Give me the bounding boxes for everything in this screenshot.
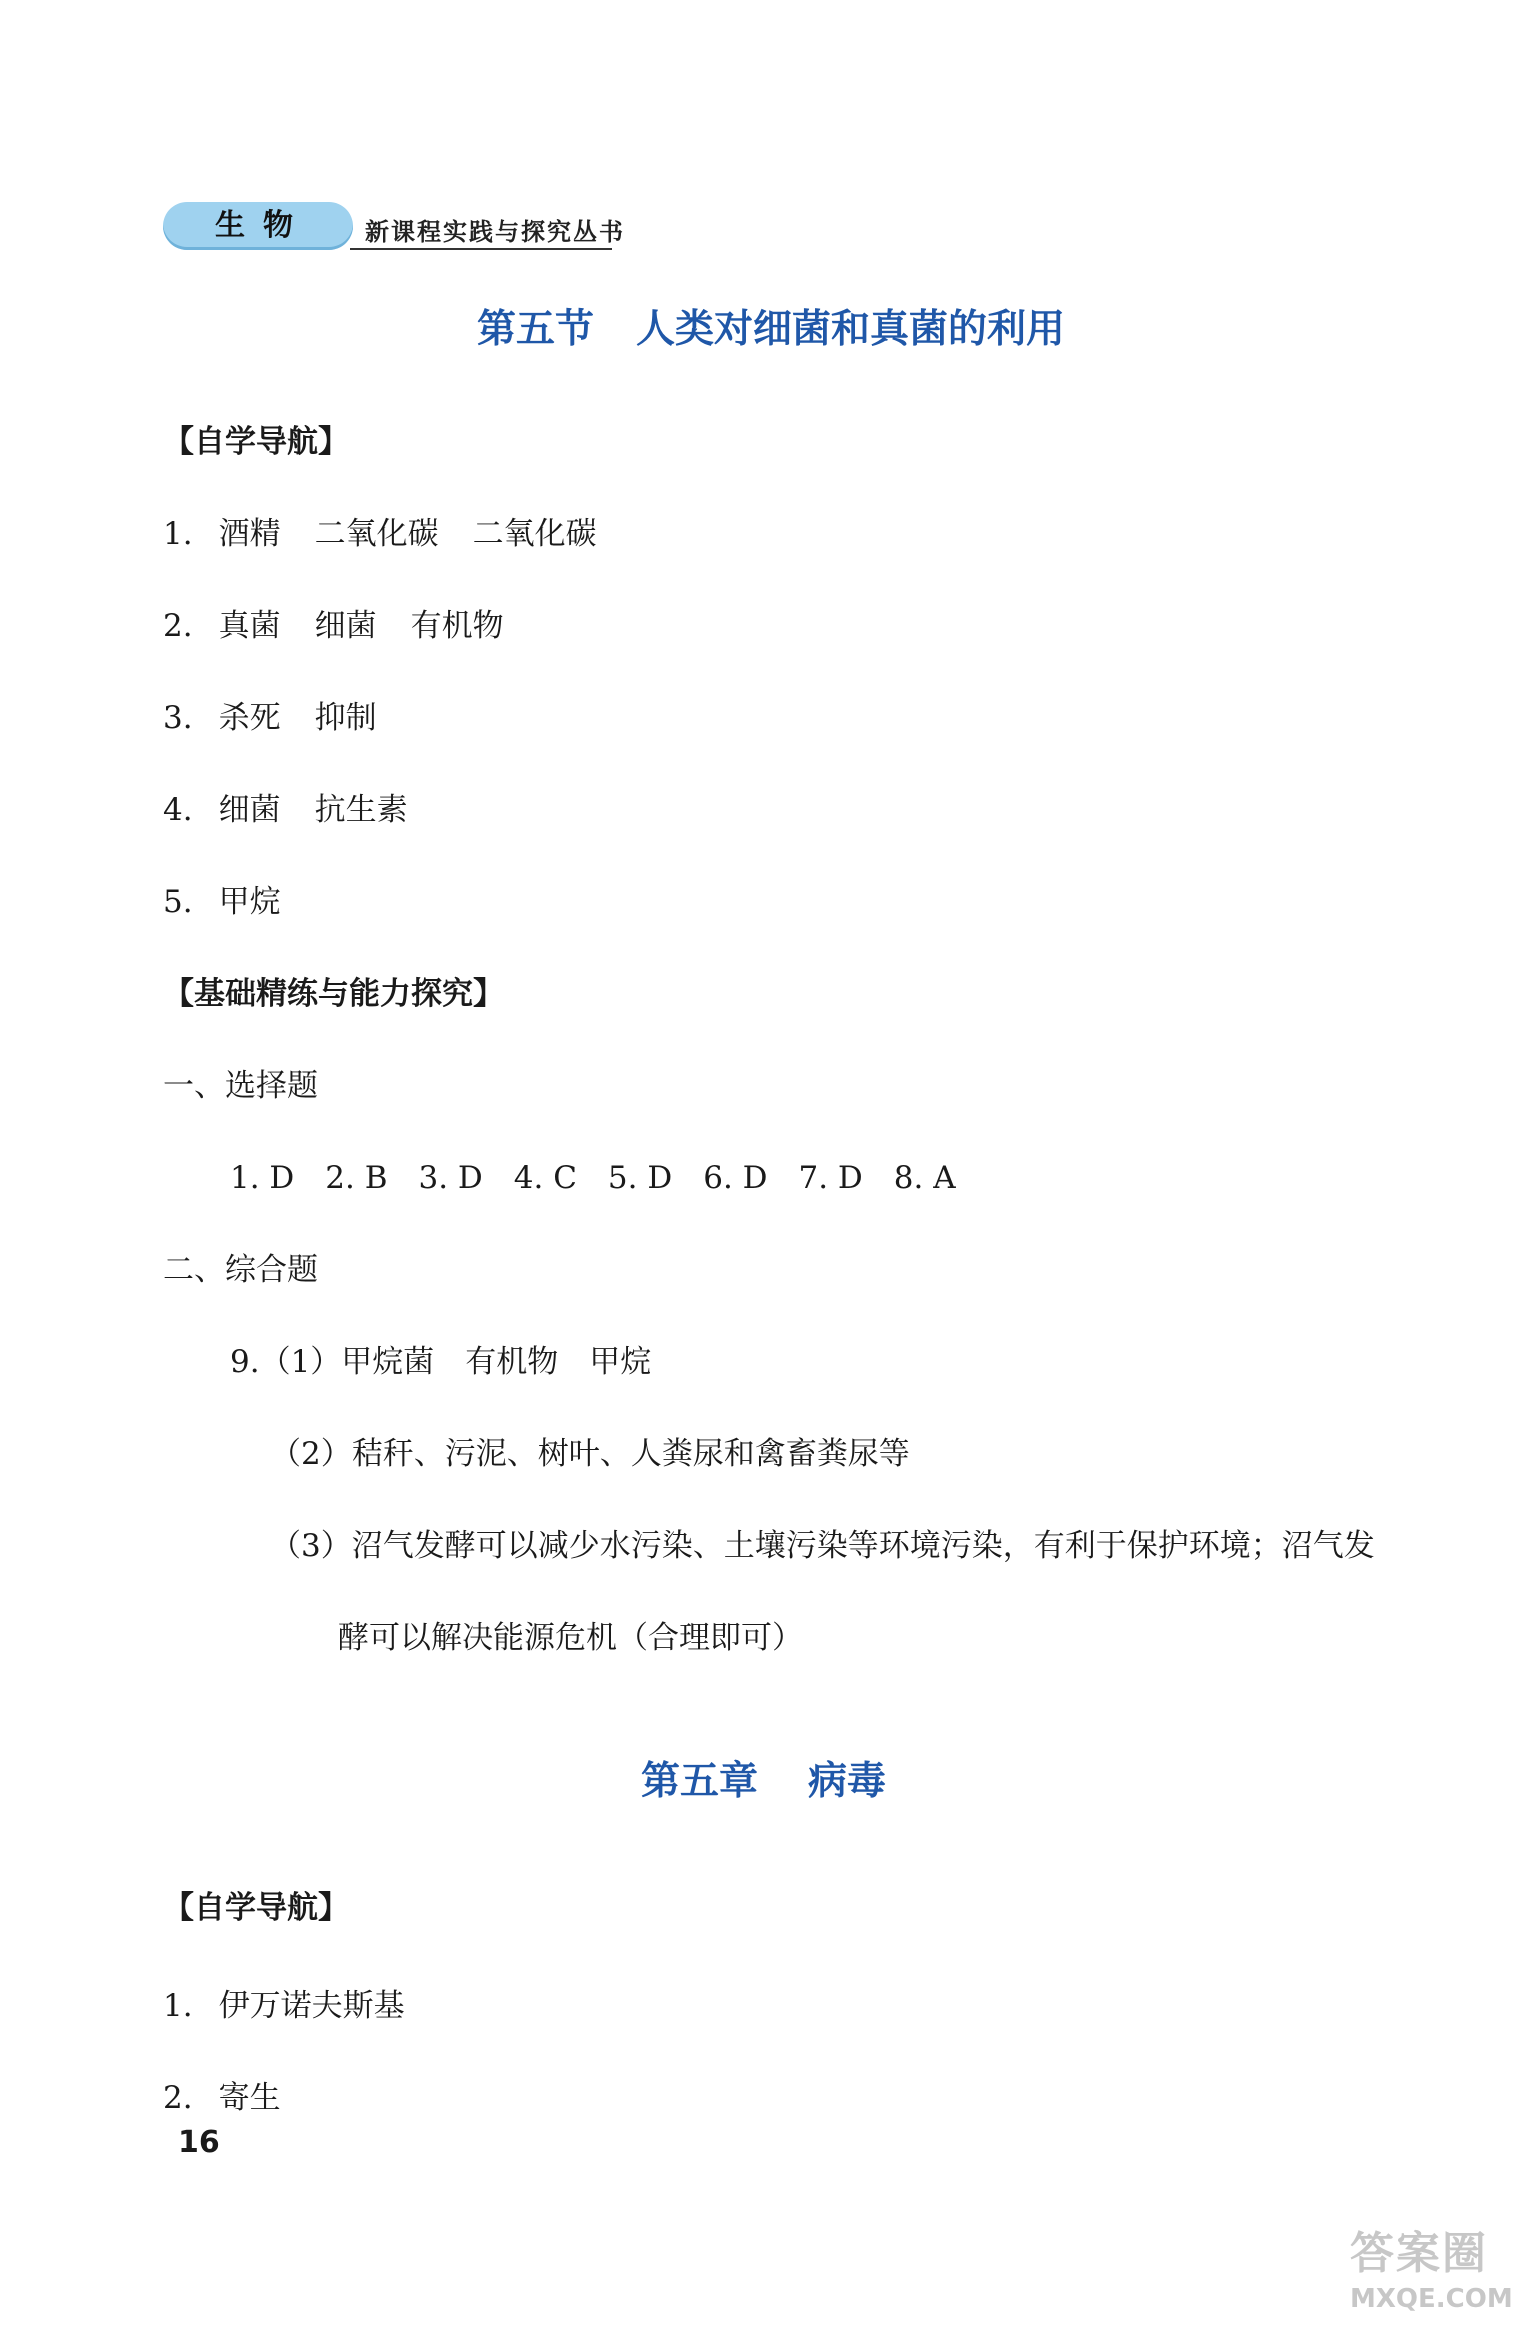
q9-line-4: 酵可以解决能源危机（合理即可） [338, 1620, 803, 1656]
page-number: 16 [178, 2125, 220, 2160]
section-title-number: 第五节 [477, 307, 595, 352]
list-item: 2. 寄生 [163, 2080, 281, 2116]
watermark-cn: 答案圈 [1350, 2228, 1488, 2279]
watermark-logo [1350, 2225, 1530, 2325]
zixue-heading-2: 【自学导航】 [163, 1890, 349, 1926]
list-item: 1. 酒精 二氧化碳 二氧化碳 [163, 516, 597, 552]
choice-heading: 一、选择题 [163, 1068, 318, 1104]
list-item: 3. 杀死 抑制 [163, 700, 377, 736]
chapter-title-text: 病毒 [808, 1759, 887, 1804]
practice-heading: 【基础精练与能力探究】 [163, 976, 504, 1012]
q9-line-3: （3）沼气发酵可以减少水污染、土壤污染等环境污染，有利于保护环境；沼气发 [270, 1528, 1375, 1564]
list-item: 5. 甲烷 [163, 884, 281, 920]
watermark-en: MXQE.COM [1350, 2284, 1513, 2314]
zixue-heading: 【自学导航】 [163, 424, 349, 460]
header-divider [350, 248, 612, 250]
q9-line-1: 9.（1）甲烷菌 有机物 甲烷 [230, 1344, 652, 1380]
q9-line-2: （2）秸秆、污泥、树叶、人粪尿和禽畜粪尿等 [270, 1436, 910, 1472]
chapter-title [641, 1750, 886, 1806]
section-title [477, 298, 1065, 354]
comprehensive-heading: 二、综合题 [163, 1252, 318, 1288]
subject-badge-label: 生物 [215, 208, 311, 243]
list-item: 1. 伊万诺夫斯基 [163, 1988, 405, 2024]
choice-answers: 1. D 2. B 3. D 4. C 5. D 6. D 7. D 8. A [230, 1160, 956, 1196]
chapter-title-number: 第五章 [641, 1759, 759, 1804]
series-name: 新课程实践与探究丛书 [365, 217, 625, 246]
section-title-text: 人类对细菌和真菌的利用 [636, 307, 1066, 352]
list-item: 4. 细菌 抗生素 [163, 792, 408, 828]
subject-badge [163, 202, 353, 250]
list-item: 2. 真菌 细菌 有机物 [163, 608, 504, 644]
